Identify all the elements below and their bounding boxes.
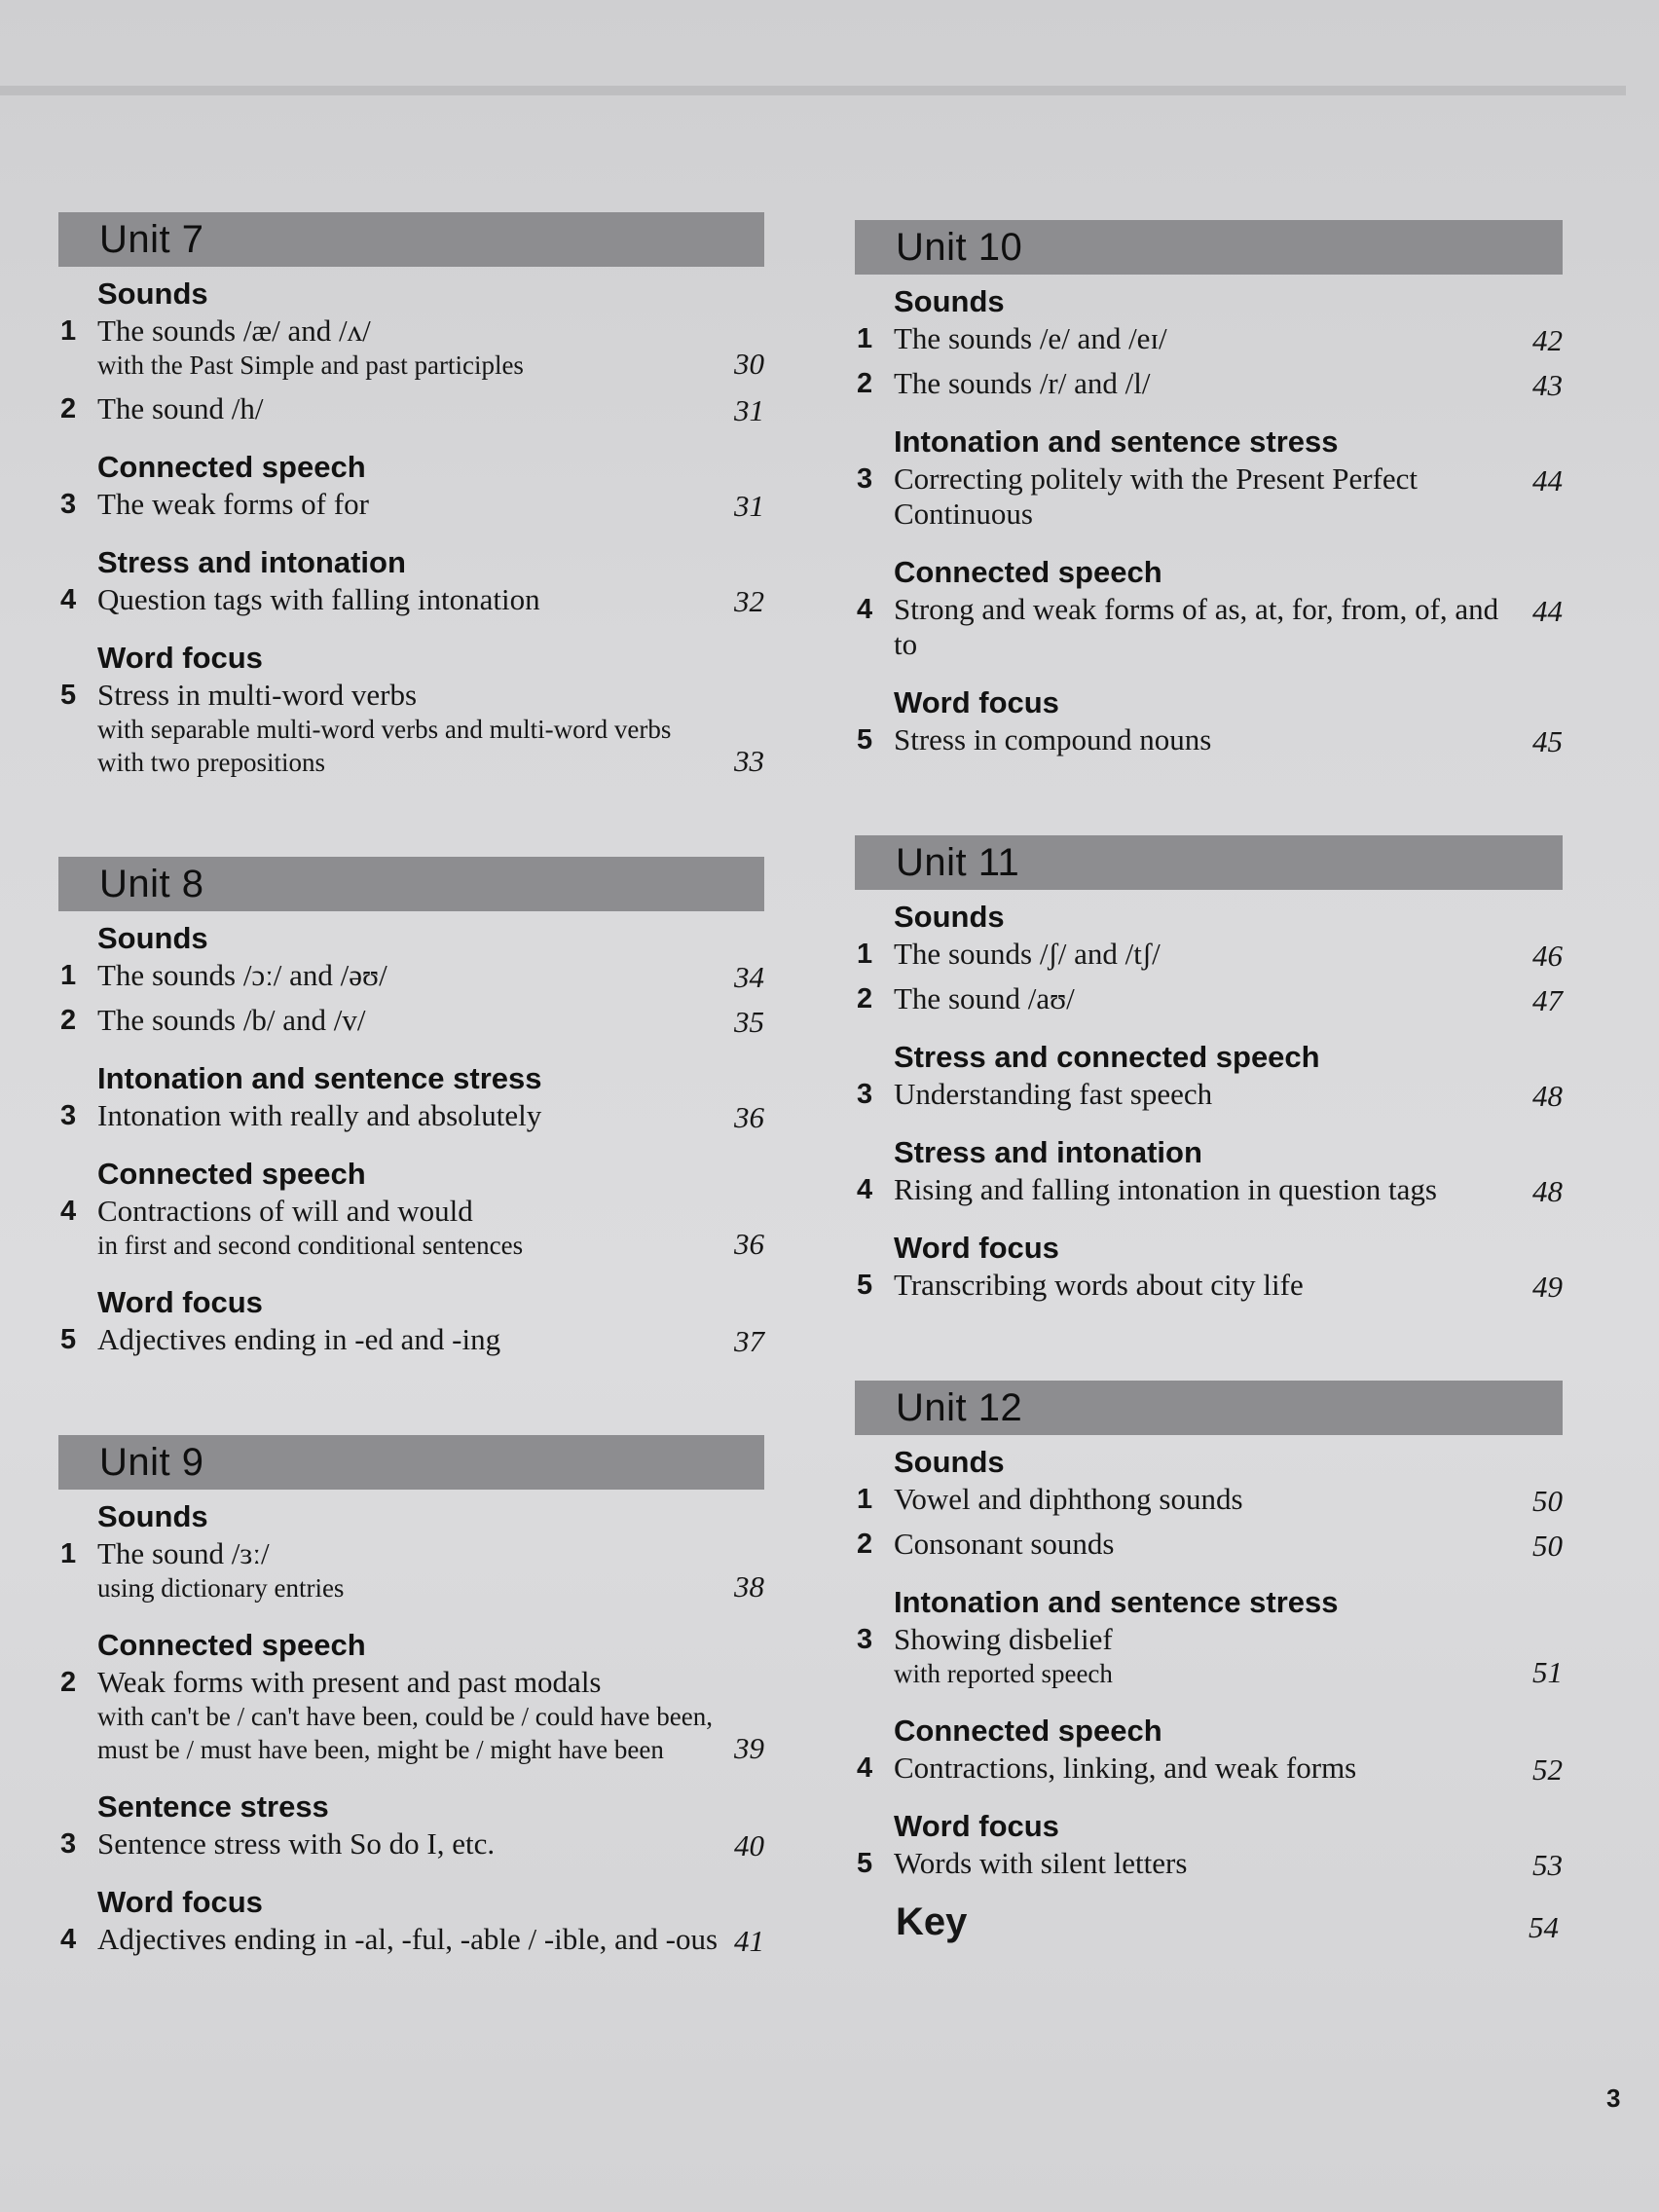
item-number: 1	[60, 1538, 77, 1569]
item-subtitle: with can't be / can't have been, could be / could have been, must be / must have been, might be / might have been	[97, 1702, 713, 1764]
item-number: 3	[857, 1079, 873, 1110]
contents-item	[855, 722, 1563, 757]
key-heading: Key	[896, 1900, 968, 1943]
section-spacer	[58, 789, 764, 802]
item-title: The weak forms of for	[97, 487, 369, 521]
item-page: 45	[1532, 724, 1563, 758]
item-number: 3	[857, 463, 873, 495]
section-spacer	[855, 1026, 1563, 1040]
contents-column-right	[855, 220, 1563, 1959]
item-number: 3	[60, 1828, 77, 1860]
item-page: 44	[1532, 463, 1563, 498]
section-heading: Stress and intonation	[97, 545, 406, 579]
item-number: 4	[857, 1174, 873, 1205]
item-title: The sounds /ɔː/ and /əʊ/	[97, 958, 387, 992]
contents-item	[855, 461, 1563, 532]
unit-spacer	[58, 1381, 764, 1435]
section-heading: Sounds	[97, 1499, 208, 1533]
unit-title: Unit 7	[99, 218, 204, 261]
section-heading: Connected speech	[97, 1628, 366, 1662]
item-title: The sound /ɜː/	[97, 1536, 270, 1570]
unit-spacer	[855, 781, 1563, 835]
section-heading: Connected speech	[894, 1714, 1162, 1748]
item-subtitle: with reported speech	[894, 1659, 1113, 1688]
item-number: 1	[60, 315, 77, 347]
section-spacer	[855, 1795, 1563, 1809]
section-heading: Sounds	[97, 276, 208, 311]
section-heading: Intonation and sentence stress	[97, 1061, 542, 1095]
item-page: 48	[1532, 1174, 1563, 1208]
item-title: Contractions, linking, and weak forms	[894, 1751, 1357, 1785]
section-spacer	[855, 1571, 1563, 1585]
item-page: 50	[1532, 1529, 1563, 1563]
item-page: 41	[734, 1924, 764, 1958]
item-number: 5	[857, 1270, 873, 1301]
section-heading: Word focus	[97, 1285, 263, 1319]
item-number: 1	[857, 939, 873, 970]
section-heading: Word focus	[97, 1885, 263, 1919]
item-page: 52	[1532, 1752, 1563, 1787]
item-title: Correcting politely with the Present Perfect Continuous	[894, 461, 1419, 531]
item-page: 53	[1532, 1848, 1563, 1882]
item-number: 5	[857, 1848, 873, 1879]
section-heading: Sounds	[894, 1445, 1005, 1479]
item-number: 3	[60, 489, 77, 520]
item-title: Showing disbelief	[894, 1622, 1113, 1656]
section-spacer	[58, 1776, 764, 1789]
section-spacer	[855, 672, 1563, 685]
unit-block	[58, 212, 764, 802]
item-number: 4	[857, 594, 873, 625]
section-heading: Sounds	[97, 921, 208, 955]
item-subtitle: using dictionary entries	[97, 1573, 345, 1603]
item-title: The sounds /b/ and /v/	[97, 1003, 366, 1037]
section-spacer	[58, 1614, 764, 1628]
item-number: 1	[857, 323, 873, 354]
section-spacer	[58, 1367, 764, 1381]
contents-item	[855, 321, 1563, 356]
section-heading: Word focus	[894, 685, 1059, 719]
item-page: 48	[1532, 1079, 1563, 1113]
section-heading: Stress and intonation	[894, 1135, 1202, 1169]
contents-item	[58, 1826, 764, 1862]
contents-item	[855, 1077, 1563, 1112]
item-title: The sounds /ʃ/ and /tʃ/	[894, 937, 1161, 971]
section-spacer	[58, 436, 764, 450]
section-spacer	[58, 532, 764, 545]
contents-item	[58, 313, 764, 382]
contents-item	[58, 582, 764, 617]
item-title: The sounds /æ/ and /ʌ/	[97, 313, 371, 348]
unit-header-bar	[58, 857, 764, 911]
item-title: Understanding fast speech	[894, 1077, 1213, 1111]
contents-item	[58, 1003, 764, 1038]
item-title: Adjectives ending in -ed and -ing	[97, 1322, 501, 1356]
item-title: Question tags with falling intonation	[97, 582, 540, 616]
item-title: Intonation with really and absolutely	[97, 1098, 542, 1132]
item-number: 2	[857, 983, 873, 1014]
item-page: 37	[734, 1324, 764, 1358]
section-heading: Sounds	[894, 284, 1005, 318]
item-page: 43	[1532, 368, 1563, 402]
item-number: 3	[60, 1100, 77, 1131]
item-page: 34	[734, 960, 764, 994]
page-header-rule	[0, 86, 1626, 95]
section-spacer	[855, 1700, 1563, 1714]
item-number: 4	[857, 1752, 873, 1784]
section-spacer	[58, 1143, 764, 1157]
contents-item	[58, 1098, 764, 1133]
item-number: 1	[857, 1484, 873, 1515]
item-number: 2	[60, 1005, 77, 1036]
contents-item	[58, 1536, 764, 1604]
item-number: 4	[60, 1924, 77, 1955]
item-number: 2	[857, 368, 873, 399]
section-spacer	[855, 1217, 1563, 1231]
contents-column-left	[58, 212, 764, 2035]
item-page: 36	[734, 1100, 764, 1134]
item-page: 31	[734, 489, 764, 523]
item-page: 46	[1532, 939, 1563, 973]
item-page: 42	[1532, 323, 1563, 357]
contents-item	[58, 391, 764, 426]
item-title: Words with silent letters	[894, 1846, 1188, 1880]
item-page: 35	[734, 1005, 764, 1039]
section-heading: Connected speech	[97, 450, 366, 484]
contents-item	[855, 1527, 1563, 1562]
item-title: Rising and falling intonation in question tags	[894, 1172, 1437, 1206]
unit-title: Unit 12	[896, 1386, 1023, 1429]
unit-header-bar	[855, 1381, 1563, 1435]
contents-item	[855, 937, 1563, 972]
item-subtitle: with the Past Simple and past participles	[97, 350, 524, 380]
section-heading: Sentence stress	[97, 1789, 329, 1824]
contents-item	[58, 958, 764, 993]
section-heading: Sounds	[894, 900, 1005, 934]
section-heading: Word focus	[894, 1231, 1059, 1265]
item-title: The sound /aʊ/	[894, 981, 1075, 1015]
item-title: Consonant sounds	[894, 1527, 1115, 1561]
section-spacer	[58, 1272, 764, 1285]
item-page: 50	[1532, 1484, 1563, 1518]
item-title: Adjectives ending in -al, -ful, -able / -ible, and -ous	[97, 1922, 719, 1956]
contents-item	[58, 1194, 764, 1262]
item-number: 5	[60, 1324, 77, 1355]
contents-item	[58, 1922, 764, 1957]
section-heading: Word focus	[894, 1809, 1059, 1843]
unit-title: Unit 10	[896, 226, 1023, 269]
item-page: 30	[734, 347, 764, 381]
item-subtitle: with separable multi-word verbs and multi-word verbs with two prepositions	[97, 715, 672, 777]
item-page: 33	[734, 744, 764, 778]
section-spacer	[58, 627, 764, 641]
contents-item	[855, 981, 1563, 1016]
item-number: 2	[857, 1529, 873, 1560]
key-page: 54	[1529, 1910, 1559, 1944]
section-heading: Intonation and sentence stress	[894, 424, 1339, 459]
contents-item	[855, 1622, 1563, 1690]
item-number: 5	[857, 724, 873, 756]
item-page: 51	[1532, 1655, 1563, 1689]
item-subtitle: in first and second conditional sentences	[97, 1231, 524, 1260]
item-number: 5	[60, 680, 77, 711]
section-spacer	[855, 1312, 1563, 1326]
item-page: 36	[734, 1227, 764, 1261]
section-spacer	[855, 411, 1563, 424]
section-heading: Connected speech	[97, 1157, 366, 1191]
unit-title: Unit 11	[896, 841, 1020, 884]
item-title: Vowel and diphthong sounds	[894, 1482, 1243, 1516]
item-title: Transcribing words about city life	[894, 1268, 1304, 1302]
section-heading: Stress and connected speech	[894, 1040, 1320, 1074]
section-heading: Intonation and sentence stress	[894, 1585, 1339, 1619]
contents-item	[58, 678, 764, 779]
item-page: 49	[1532, 1270, 1563, 1304]
item-title: Strong and weak forms of as, at, for, from, of, and to	[894, 592, 1499, 661]
section-spacer	[58, 1871, 764, 1885]
item-title: Contractions of will and would	[97, 1194, 473, 1228]
item-title: Stress in multi-word verbs	[97, 678, 418, 712]
unit-block	[58, 1435, 764, 1980]
section-spacer	[58, 1048, 764, 1061]
contents-item	[58, 1665, 764, 1766]
item-title: Stress in compound nouns	[894, 722, 1212, 756]
unit-block	[855, 1381, 1563, 1904]
contents-item	[58, 487, 764, 522]
unit-title: Unit 8	[99, 863, 204, 905]
contents-item	[855, 1751, 1563, 1786]
unit-spacer	[855, 1326, 1563, 1381]
unit-header-bar	[855, 835, 1563, 890]
contents-item	[58, 1322, 764, 1357]
item-number: 4	[60, 584, 77, 615]
contents-item	[855, 592, 1563, 662]
unit-header-bar	[58, 1435, 764, 1490]
contents-item	[855, 1268, 1563, 1303]
unit-spacer	[58, 1980, 764, 2035]
section-spacer	[855, 541, 1563, 555]
item-title: The sound /h/	[97, 391, 264, 425]
item-page: 38	[734, 1569, 764, 1604]
item-title: Weak forms with present and past modals	[97, 1665, 602, 1699]
item-page: 39	[734, 1731, 764, 1765]
item-page: 44	[1532, 594, 1563, 628]
contents-item	[855, 366, 1563, 401]
contents-item	[855, 1482, 1563, 1517]
item-number: 4	[60, 1196, 77, 1227]
section-spacer	[58, 1967, 764, 1980]
unit-block	[855, 220, 1563, 781]
unit-title: Unit 9	[99, 1441, 204, 1484]
item-page: 31	[734, 393, 764, 427]
item-title: Sentence stress with So do I, etc.	[97, 1826, 496, 1861]
item-number: 3	[857, 1624, 873, 1655]
item-page: 47	[1532, 983, 1563, 1017]
unit-header-bar	[855, 220, 1563, 275]
section-spacer	[855, 767, 1563, 781]
contents-item	[855, 1172, 1563, 1207]
unit-block	[855, 835, 1563, 1326]
item-number: 1	[60, 960, 77, 991]
section-heading: Word focus	[97, 641, 263, 675]
section-spacer	[855, 1122, 1563, 1135]
section-heading: Connected speech	[894, 555, 1162, 589]
item-number: 2	[60, 1667, 77, 1698]
item-title: The sounds /e/ and /eɪ/	[894, 321, 1167, 355]
item-page: 40	[734, 1828, 764, 1862]
item-title: The sounds /r/ and /l/	[894, 366, 1151, 400]
unit-block	[58, 857, 764, 1381]
unit-spacer	[58, 802, 764, 857]
item-number: 2	[60, 393, 77, 424]
page-number: 3	[1606, 2083, 1621, 2113]
unit-header-bar	[58, 212, 764, 267]
item-page: 32	[734, 584, 764, 618]
contents-item	[855, 1846, 1563, 1881]
